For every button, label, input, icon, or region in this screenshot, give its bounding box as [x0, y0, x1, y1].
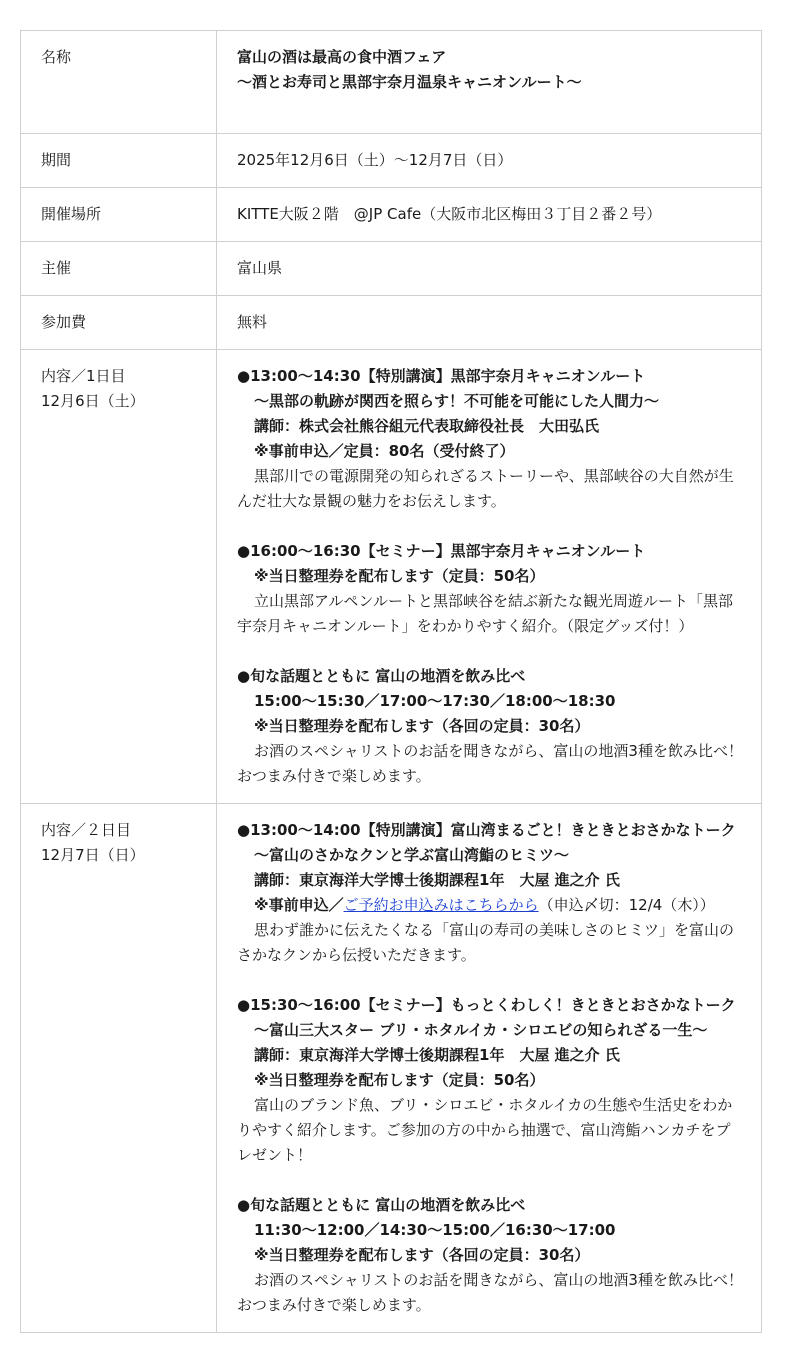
event-title: ●13:00～14:30【特別講演】黒部宇奈月キャニオンルート [237, 367, 646, 385]
event-description: 思わず誰かに伝えたくなる「富山の寿司の美味しさのヒミツ」を富山のさかなクンから伝授いただきます。 [237, 921, 735, 964]
day2-label: 内容／２日目 [41, 821, 132, 839]
row-value-name [217, 31, 762, 134]
row-value-organizer: 富山県 [217, 242, 762, 296]
event-title: ●旬な話題とともに 富山の地酒を飲み比べ [237, 667, 526, 685]
event-description: 富山のブランド魚、ブリ・シロエビ・ホタルイカの生態や生活史をわかりやすく紹介します。ご参加の方の中から抽選で、富山湾鮨ハンカチをプレゼント！ [237, 1096, 733, 1164]
event-subtitle: ～富山三大スター ブリ・ホタルイカ・シロエビの知られざる一生～ [254, 1021, 708, 1039]
event-title: 富山の酒は最高の食中酒フェア [237, 48, 447, 66]
day2-event-3 [237, 1193, 743, 1318]
table-row-venue [21, 188, 762, 242]
event-note: ※当日整理券を配布します（各回の定員：30名） [254, 1246, 590, 1264]
day2-event-1 [237, 818, 743, 968]
event-note: ※事前申込／定員：80名（受付終了） [254, 442, 515, 460]
event-speaker: 講師：東京海洋大学博士後期課程1年 大屋 進之介 氏 [254, 871, 620, 889]
day1-event-1 [237, 364, 743, 514]
table-row-organizer [21, 242, 762, 296]
table-row-name [21, 31, 762, 134]
event-note: ※当日整理券を配布します（各回の定員：30名） [254, 717, 590, 735]
day2-date: 12月7日（日） [41, 846, 145, 864]
day1-event-2 [237, 539, 743, 639]
event-title: ●旬な話題とともに 富山の地酒を飲み比べ [237, 1196, 526, 1214]
table-row-period [21, 134, 762, 188]
row-label-day1 [21, 350, 217, 804]
table-row-fee [21, 296, 762, 350]
event-subtitle: ～酒とお寿司と黒部宇奈月温泉キャニオンルート～ [237, 73, 582, 91]
row-value-day2 [217, 804, 762, 1333]
event-subtitle: ～黒部の軌跡が関西を照らす！不可能を可能にした人間力～ [254, 392, 660, 410]
event-description: お酒のスペシャリストのお話を聞きながら、富山の地酒3種を飲み比べ！おつまみ付きで楽しめます。 [237, 742, 743, 785]
event-speaker: 講師：株式会社熊谷組元代表取締役社長 大田弘氏 [254, 417, 600, 435]
event-note [237, 893, 743, 918]
event-description: 黒部川での電源開発の知られざるストーリーや、黒部峡谷の大自然が生んだ壮大な景観の魅力をお伝えします。 [237, 467, 734, 510]
deadline-text: （申込〆切：12/4（木）） [538, 896, 715, 914]
reservation-link[interactable]: ご予約お申込みはこちらから [343, 896, 539, 914]
event-title: ●15:30～16:00【セミナー】もっとくわしく！きときとおさかなトーク [237, 996, 736, 1014]
event-note: ※当日整理券を配布します（定員：50名） [254, 1071, 545, 1089]
row-label-fee: 参加費 [21, 296, 217, 350]
row-value-venue: KITTE大阪２階 @JP Cafe（大阪市北区梅田３丁目２番２号） [217, 188, 762, 242]
row-label-period: 期間 [21, 134, 217, 188]
table-row-day2 [21, 804, 762, 1333]
row-value-day1 [217, 350, 762, 804]
row-value-fee: 無料 [217, 296, 762, 350]
event-description: 立山黒部アルペンルートと黒部峡谷を結ぶ新たな観光周遊ルート「黒部宇奈月キャニオンルート」をわかりやすく紹介。（限定グッズ付！） [237, 592, 734, 635]
event-subtitle: ～富山のさかなクンと学ぶ富山湾鮨のヒミツ～ [254, 846, 570, 864]
day2-event-2 [237, 993, 743, 1168]
table-row-day1 [21, 350, 762, 804]
event-times: 15:00～15:30／17:00～17:30／18:00～18:30 [254, 692, 616, 710]
day1-label: 内容／1日目 [41, 367, 126, 385]
row-value-period: 2025年12月6日（土）～12月7日（日） [217, 134, 762, 188]
row-label-venue: 開催場所 [21, 188, 217, 242]
event-title: ●13:00～14:00【特別講演】富山湾まるごと！きときとおさかなトーク [237, 821, 736, 839]
event-title: ●16:00～16:30【セミナー】黒部宇奈月キャニオンルート [237, 542, 646, 560]
event-info-table [20, 30, 762, 1333]
event-description: お酒のスペシャリストのお話を聞きながら、富山の地酒3種を飲み比べ！おつまみ付きで楽しめます。 [237, 1271, 743, 1314]
row-label-day2 [21, 804, 217, 1333]
event-times: 11:30～12:00／14:30～15:00／16:30～17:00 [254, 1221, 616, 1239]
event-speaker: 講師：東京海洋大学博士後期課程1年 大屋 進之介 氏 [254, 1046, 620, 1064]
event-note: ※当日整理券を配布します（定員：50名） [254, 567, 545, 585]
note-prefix: ※事前申込／ [254, 896, 344, 914]
row-label-organizer: 主催 [21, 242, 217, 296]
day1-event-3 [237, 664, 743, 789]
day1-date: 12月6日（土） [41, 392, 145, 410]
row-label-name: 名称 [21, 31, 217, 134]
